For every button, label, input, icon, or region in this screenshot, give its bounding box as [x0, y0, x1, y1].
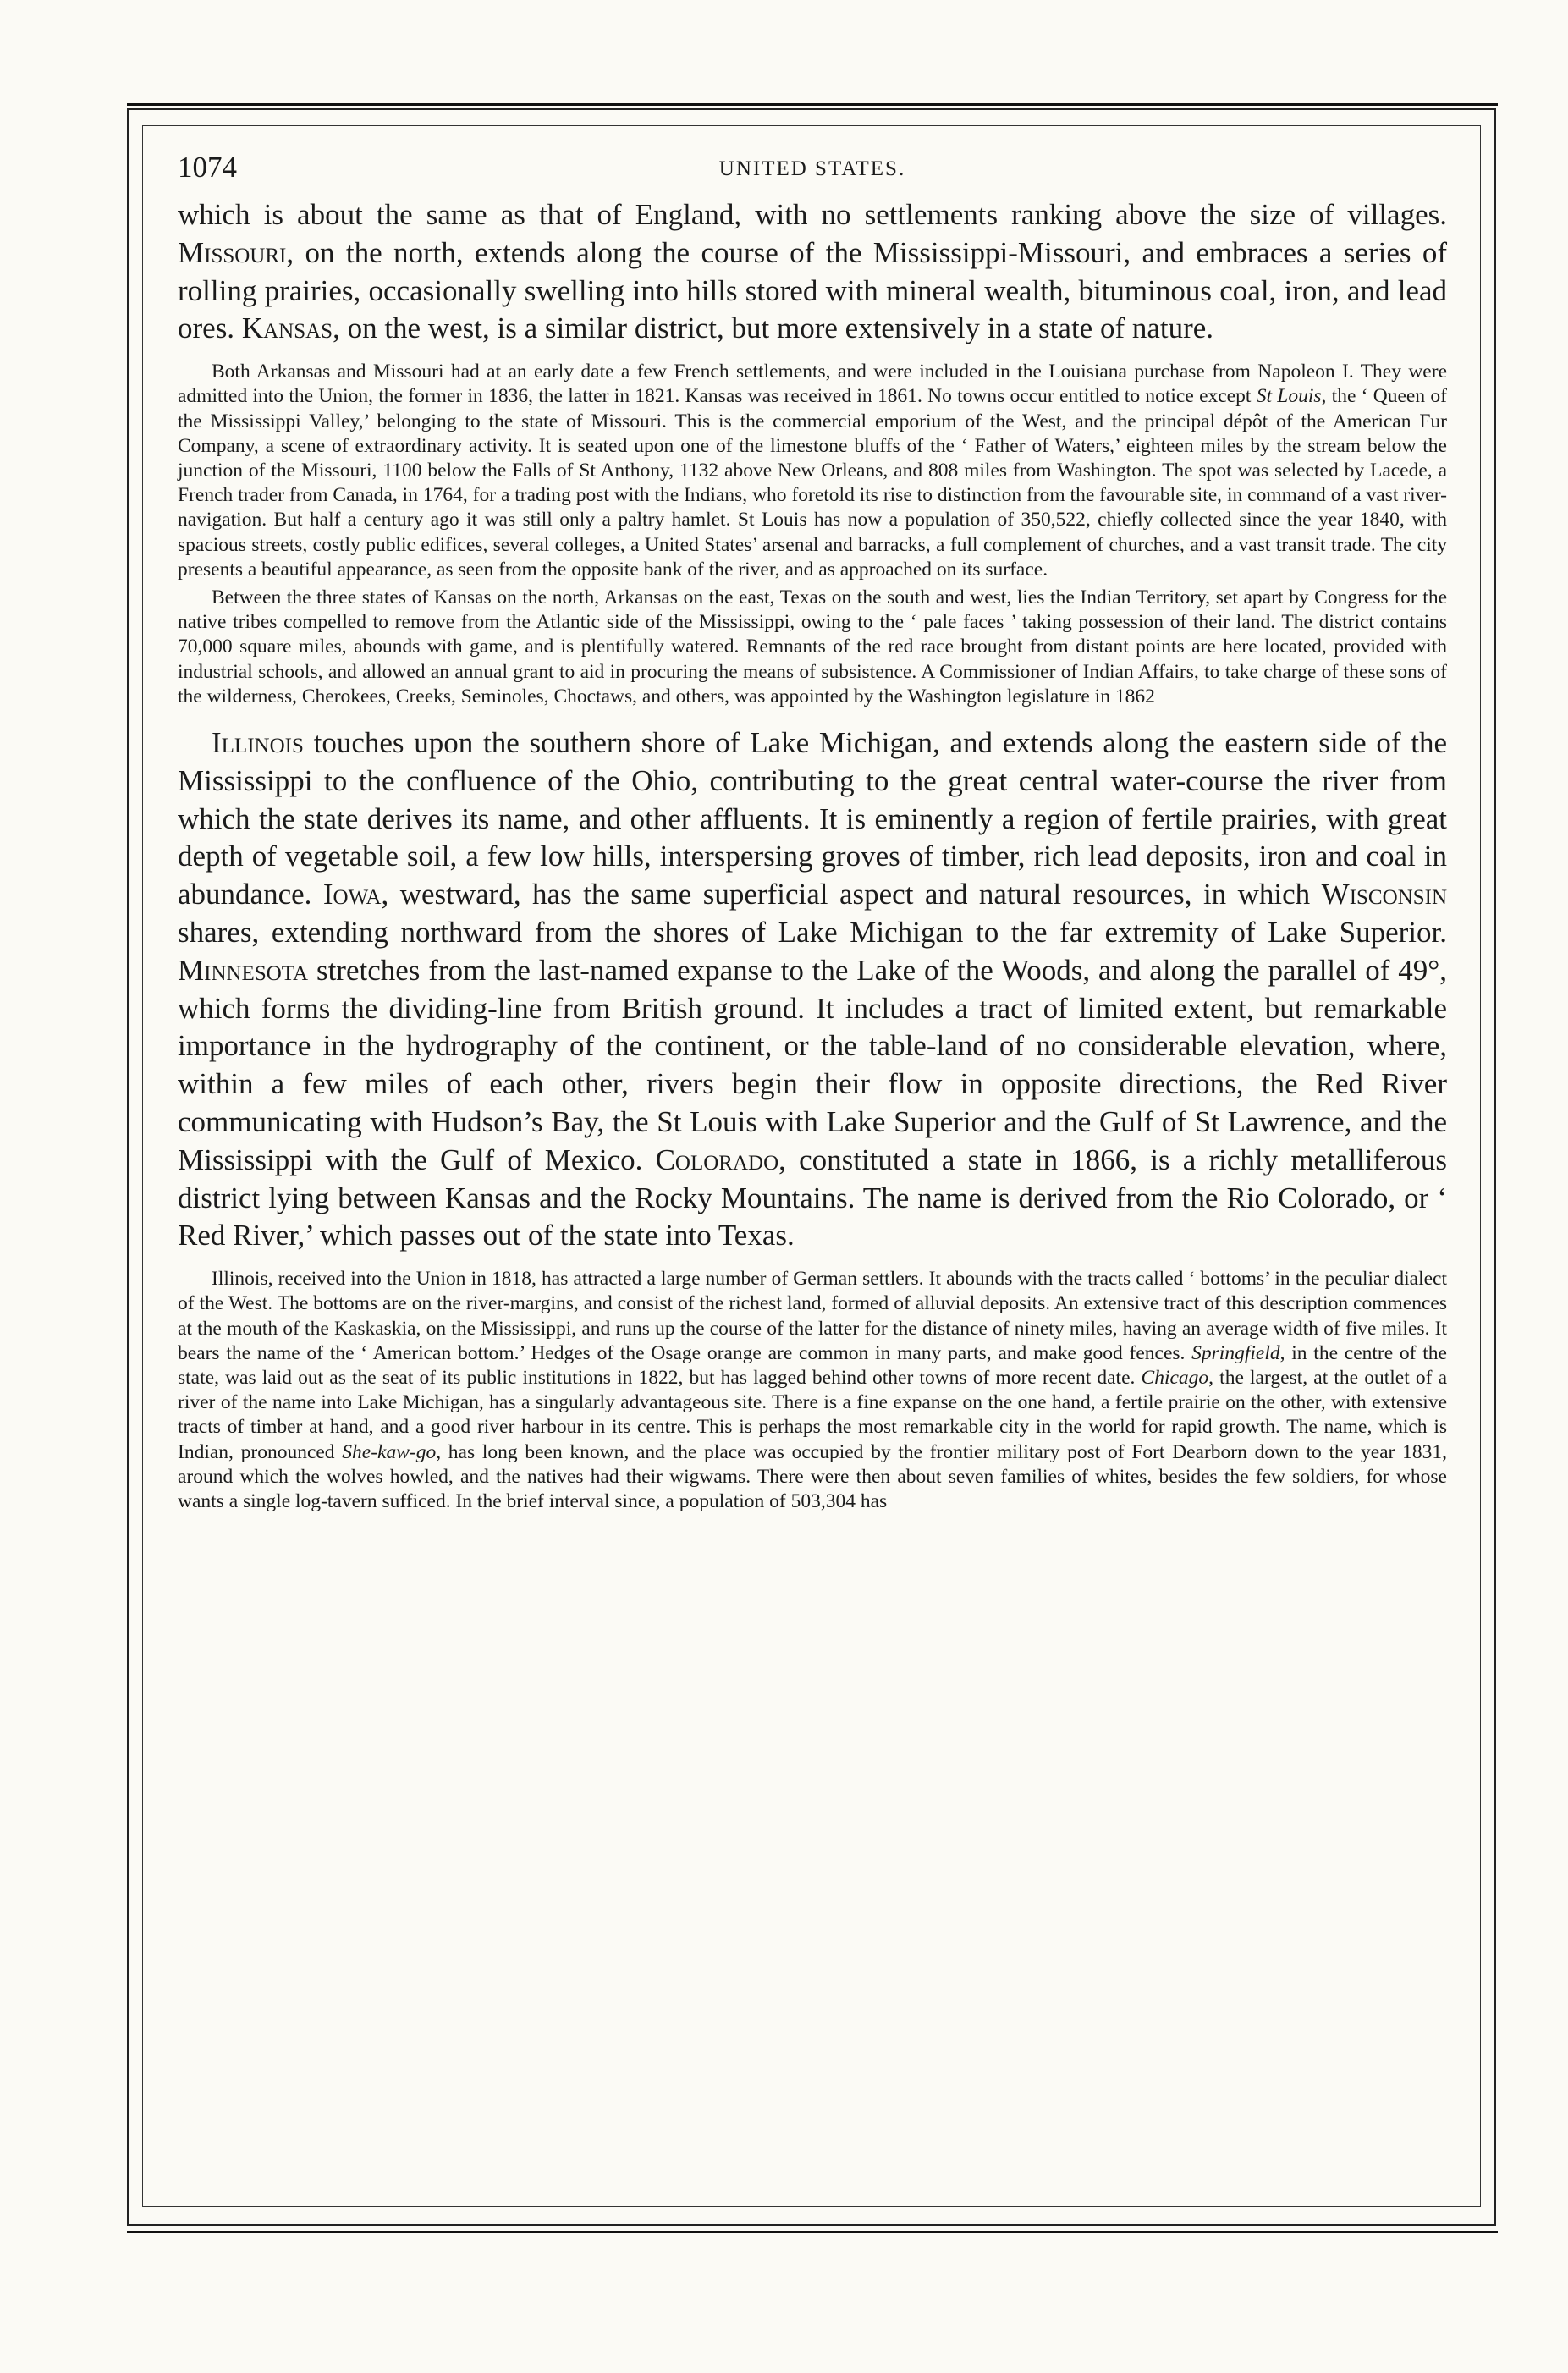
state-name-colorado: Colorado: [655, 1142, 779, 1176]
text-run: touches upon the southern shore of Lake Michigan, and extends along the eastern side of the Mississippi to the confluence of the Ohio, contributing to the great central water-course the river from which the state derives its name, and other affluents. It is eminently a region of fertile prairies, with great depth of vegetable soil, a few low hills, interspersing groves of timber, rich lead deposits, iron and coal in abundance.: [178, 726, 1447, 911]
text-run: Both Arkansas and Missouri had at an early date a few French settlements, and were included in the Louisiana purchase from Napoleon I. They were admitted into the Union, the former in 1836, the latter in 1821. Kansas was received in 1861. No towns occur entitled to notice except: [178, 361, 1447, 408]
text-run: , constituted a state in 1866, is a richly metalliferous district lying between Kansas and the Rocky Mountains. The name is derived from the Rio Colorado, or ‘ Red River,’ which passes out of the state into Texas.: [178, 1142, 1447, 1253]
place-st-louis: St Louis: [1256, 385, 1322, 408]
text-run: Illinois, received into the Union in 1818, has attracted a large number of German settlers. It abounds with the tracts called ‘ bottoms’ in the peculiar dialect of the West. The bottoms are on the river-margins, and consist of the richest land, formed of alluvial deposits. An extensive tract of this description commences at the mouth of the Kaskaskia, on the Mississippi, and runs up the course of the latter for the distance of ninety miles, having an average width of five miles. It bears the name of the ‘ American bottom.’ Hedges of the Osage orange are common in many parts, and make good fences.: [178, 1268, 1447, 1364]
paragraph-missouri-kansas: [178, 196, 1447, 348]
page-content: [178, 146, 1447, 1514]
place-chicago: Chicago: [1141, 1367, 1209, 1389]
note-indian-territory: Between the three states of Kansas on the north, Arkansas on the east, Texas on the south and west, lies the Indian Territory, set apart by Congress for the native tribes compelled to remove from the Atlantic side of the Mississippi, owing to the ‘ pale faces ’ taking possession of their land. The district contains 70,000 square miles, abounds with game, and is plentifully watered. Remnants of the red race brought from distant points are here located, provided with industrial schools, and allowed an annual grant to aid in procuring the means of subsistence. A Commissioner of Indian Affairs, to take charge of these sons of the wilderness, Cherokees, Creeks, Seminoles, Choctaws, and others, was appointed by the Washington legislature in 1862: [178, 586, 1447, 707]
text-run: , in the centre of the state, was laid out as the seat of its public institutions in 1822, but has lagged behind other towns of more recent date.: [178, 1341, 1447, 1389]
text-run: , on the west, is a similar district, but more extensively in a state of nature.: [333, 311, 1214, 345]
state-name-minnesota: Minnesota: [178, 953, 309, 987]
page-header: [178, 146, 1447, 196]
page-number: 1074: [178, 151, 237, 184]
bottom-rule: [127, 2231, 1498, 2233]
note-illinois: [178, 1267, 1447, 1514]
note-arkansas-missouri: [178, 360, 1447, 582]
running-title: UNITED STATES.: [718, 157, 906, 180]
state-name-kansas: Kansas: [241, 311, 333, 345]
text-run: , the ‘ Queen of the Mississippi Valley,’ belonging to the state of Missouri. This is the commercial emporium of the West, and the principal dépôt of the American Fur Company, a scene of extraordinary activity. It is seated upon one of the limestone bluffs of the ‘ Father of Waters,’ eighteen miles by the stream below the junction of the Missouri, 1100 below the Falls of St Anthony, 1132 above New Orleans, and 808 miles from Washington. The spot was selected by Lacede, a French trader from Canada, in 1764, for a trading post with the Indians, who foretold its rise to distinction from the favourable site, in command of a vast river-navigation. But half a century ago it was still only a paltry hamlet. St Louis has now a population of 350,522, chiefly collected since the year 1840, with spacious streets, costly public edifices, several colleges, a United States’ arsenal and barracks, a full complement of churches, and a vast transit trade. The city presents a beautiful appearance, as seen from the opposite bank of the river, and as approached on its surface.: [178, 385, 1447, 581]
state-name-wisconsin: Wisconsin: [1321, 878, 1448, 911]
state-name-iowa: Iowa: [322, 878, 382, 911]
top-rule: [127, 103, 1498, 106]
text-run: , has long been known, and the place was occupied by the frontier military post of Fort Dearborn down to the year 1831, around which the wolves howled, and the natives had their wigwams. There were then about seven families of whites, besides the few soldiers, for whose wants a single log-tavern sufficed. In the brief interval since, a population of 503,304 has: [178, 1440, 1447, 1513]
text-run: shares, extending northward from the shores of Lake Michigan to the far extremity of Lake Superior.: [178, 916, 1447, 950]
text-run: , on the north, extends along the course of the Mississippi-Missouri, and embraces a series of rolling prairies, occasionally swelling into hills stored with mineral wealth, bituminous coal, iron, and lead ores.: [178, 235, 1447, 345]
text-run: , westward, has the same superficial aspect and natural resources, in which: [381, 878, 1322, 911]
pronunciation: She-kaw-go: [342, 1440, 437, 1463]
paragraph-illinois-colorado: [178, 724, 1447, 1255]
text-run: stretches from the last-named expanse to the Lake of the Woods, and along the parallel of 49°, which forms the dividing-line from British ground. It includes a tract of limited extent, but remarkable importance in the hydrography of the continent, or the table-land of no considerable elevation, where, within a few miles of each other, rivers begin their flow in opposite directions, the Red River communicating with Hudson’s Bay, the St Louis with Lake Superior and the Gulf of St Lawrence, and the Mississippi with the Gulf of Mexico.: [178, 953, 1447, 1176]
text-run: , the largest, at the outlet of a river of the name into Lake Michigan, has a singularly advantageous site. There is a fine expanse on the one hand, a fertile prairie on the other, with extensive tracts of timber at hand, and a good river harbour in its centre. This is perhaps the most remarkable city in the world for rapid growth. The name, which is Indian, pronounced: [178, 1367, 1447, 1463]
text-run: which is about the same as that of England, with no settlements ranking above the size of villages.: [178, 198, 1447, 231]
place-springfield: Springfield: [1191, 1341, 1280, 1364]
state-name-missouri: Missouri: [178, 235, 287, 269]
state-name-illinois: Illinois: [212, 726, 304, 760]
